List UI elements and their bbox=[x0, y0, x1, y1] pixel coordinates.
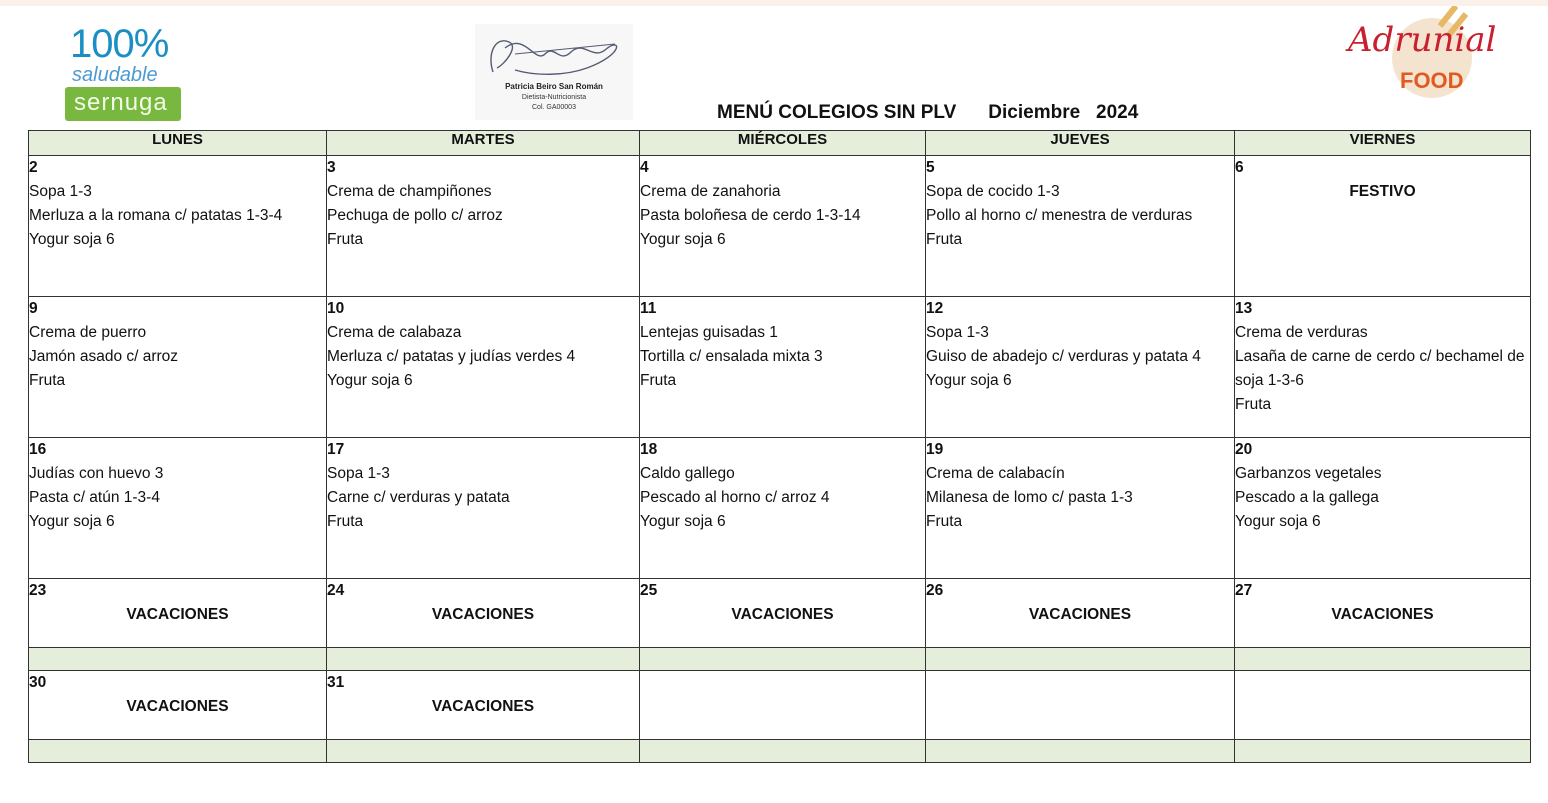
day-cell bbox=[1235, 579, 1531, 648]
day-cell bbox=[926, 438, 1235, 579]
day-cell bbox=[327, 671, 640, 740]
menu-dish: Yogur soja 6 bbox=[327, 372, 413, 389]
spacer-cell bbox=[327, 740, 640, 763]
menu-dish: Sopa 1-3 bbox=[327, 465, 390, 482]
week-row bbox=[29, 156, 1531, 297]
menu-dish: Jamón asado c/ arroz bbox=[29, 348, 179, 365]
weekday-header-miercoles: MIÉRCOLES bbox=[640, 131, 926, 156]
menu-dish: Pescado al horno c/ arroz 4 bbox=[640, 489, 830, 506]
logo-saludable-text: saludable bbox=[72, 64, 158, 86]
holiday-label: FESTIVO bbox=[1349, 183, 1416, 200]
day-cell bbox=[29, 156, 327, 297]
day-cell bbox=[1235, 156, 1531, 297]
signature-scribble-icon bbox=[475, 24, 633, 84]
day-number: 4 bbox=[640, 159, 649, 176]
day-cell bbox=[327, 156, 640, 297]
day-number: 3 bbox=[327, 159, 336, 176]
menu-dish: Fruta bbox=[1235, 396, 1272, 413]
menu-dish: Crema de champiñones bbox=[327, 183, 492, 200]
spacer-cell bbox=[1235, 648, 1531, 671]
week-row bbox=[29, 438, 1531, 579]
day-number: 9 bbox=[29, 300, 38, 317]
day-number: 31 bbox=[327, 674, 345, 691]
day-number: 10 bbox=[327, 300, 345, 317]
weekday-header-viernes: VIERNES bbox=[1235, 131, 1531, 156]
menu-dish: Sopa 1-3 bbox=[926, 324, 989, 341]
day-cell bbox=[327, 438, 640, 579]
day-cell bbox=[1235, 671, 1531, 740]
day-number: 19 bbox=[926, 441, 944, 458]
week-row bbox=[29, 297, 1531, 438]
menu-dish: Crema de puerro bbox=[29, 324, 147, 341]
day-cell bbox=[29, 671, 327, 740]
day-cell bbox=[640, 438, 926, 579]
sernuga-logo bbox=[62, 22, 182, 122]
vacation-label: VACACIONES bbox=[126, 606, 229, 623]
title-month: Diciembre bbox=[988, 102, 1081, 123]
menu-dish: Fruta bbox=[926, 231, 963, 248]
weekday-header-martes: MARTES bbox=[327, 131, 640, 156]
logo-food-text: FOOD bbox=[1400, 68, 1464, 93]
day-cell bbox=[29, 579, 327, 648]
day-number: 23 bbox=[29, 582, 47, 599]
menu-dish: Pescado a la gallega bbox=[1235, 489, 1379, 506]
menu-dish: Milanesa de lomo c/ pasta 1-3 bbox=[926, 489, 1133, 506]
day-cell bbox=[640, 671, 926, 740]
spacer-cell bbox=[926, 648, 1235, 671]
day-cell bbox=[29, 297, 327, 438]
day-number: 2 bbox=[29, 159, 38, 176]
day-cell bbox=[640, 579, 926, 648]
logo-percent-text: 100% bbox=[70, 22, 169, 66]
vacation-label: VACACIONES bbox=[431, 698, 535, 715]
menu-dish: Merluza a la romana c/ patatas 1-3-4 bbox=[29, 207, 283, 224]
menu-dish: Fruta bbox=[327, 231, 364, 248]
menu-dish: Garbanzos vegetales bbox=[1235, 465, 1382, 482]
signature-role: Dietista-Nutricionista bbox=[521, 94, 587, 101]
menu-dish: Pechuga de pollo c/ arroz bbox=[327, 207, 503, 224]
spacer-cell bbox=[640, 648, 926, 671]
day-number: 17 bbox=[327, 441, 345, 458]
menu-dish: Lentejas guisadas 1 bbox=[640, 324, 778, 341]
day-number: 30 bbox=[29, 674, 47, 691]
weekday-header-jueves: JUEVES bbox=[926, 131, 1235, 156]
vacation-label: VACACIONES bbox=[1331, 606, 1434, 623]
menu-dish: Merluza c/ patatas y judías verdes 4 bbox=[327, 348, 576, 365]
week-row bbox=[29, 671, 1531, 740]
nutritionist-signature bbox=[475, 24, 633, 120]
menu-dish: Crema de verduras bbox=[1235, 324, 1368, 341]
day-cell bbox=[29, 438, 327, 579]
menu-dish: Pollo al horno c/ menestra de verduras bbox=[926, 207, 1193, 224]
day-number: 27 bbox=[1235, 582, 1253, 599]
day-cell bbox=[926, 297, 1235, 438]
menu-dish: Caldo gallego bbox=[640, 465, 735, 482]
menu-dish: Sopa de cocido 1-3 bbox=[926, 183, 1060, 200]
day-number: 20 bbox=[1235, 441, 1253, 458]
menu-dish: Crema de calabaza bbox=[327, 324, 462, 341]
menu-calendar-table bbox=[28, 130, 1531, 763]
vacation-label: VACACIONES bbox=[431, 606, 535, 623]
day-number: 13 bbox=[1235, 300, 1253, 317]
menu-dish: Sopa 1-3 bbox=[29, 183, 92, 200]
day-number: 18 bbox=[640, 441, 658, 458]
menu-dish: Yogur soja 6 bbox=[640, 231, 726, 248]
day-cell bbox=[1235, 438, 1531, 579]
week-row bbox=[29, 579, 1531, 648]
signature-name: Patricia Beiro San Román bbox=[505, 82, 603, 91]
menu-dish: Fruta bbox=[640, 372, 677, 389]
menu-dish: Fruta bbox=[29, 372, 66, 389]
spacer-cell bbox=[327, 648, 640, 671]
day-cell bbox=[640, 297, 926, 438]
spacer-cell bbox=[29, 740, 327, 763]
menu-dish: Carne c/ verduras y patata bbox=[327, 489, 510, 506]
logo-adrunial-text: Adrunial bbox=[1348, 20, 1497, 60]
menu-dish: Yogur soja 6 bbox=[29, 513, 115, 530]
menu-dish: Yogur soja 6 bbox=[926, 372, 1012, 389]
title-text: MENÚ COLEGIOS SIN PLV bbox=[717, 102, 957, 123]
top-strip bbox=[0, 0, 1548, 6]
day-cell bbox=[926, 579, 1235, 648]
menu-dish: Crema de calabacín bbox=[926, 465, 1065, 482]
menu-dish: Judías con huevo 3 bbox=[29, 465, 164, 482]
day-cell bbox=[327, 579, 640, 648]
menu-dish: Yogur soja 6 bbox=[1235, 513, 1321, 530]
spacer-cell bbox=[29, 648, 327, 671]
day-cell bbox=[926, 156, 1235, 297]
vacation-label: VACACIONES bbox=[731, 606, 834, 623]
day-cell bbox=[1235, 297, 1531, 438]
day-number: 16 bbox=[29, 441, 47, 458]
vacation-label: VACACIONES bbox=[126, 698, 229, 715]
menu-dish: Fruta bbox=[926, 513, 963, 530]
day-number: 25 bbox=[640, 582, 658, 599]
weekday-header-lunes: LUNES bbox=[29, 131, 327, 156]
day-number: 5 bbox=[926, 159, 935, 176]
menu-dish: Lasaña de carne de cerdo c/ bechamel de soja 1-3-6 bbox=[1235, 348, 1525, 389]
page-title bbox=[717, 102, 1138, 124]
day-cell bbox=[327, 297, 640, 438]
menu-dish: Guiso de abadejo c/ verduras y patata 4 bbox=[926, 348, 1201, 365]
menu-dish: Pasta c/ atún 1-3-4 bbox=[29, 489, 160, 506]
spacer-row bbox=[29, 648, 1531, 671]
menu-dish: Tortilla c/ ensalada mixta 3 bbox=[640, 348, 823, 365]
day-number: 12 bbox=[926, 300, 944, 317]
day-number: 24 bbox=[327, 582, 345, 599]
adrunial-food-logo bbox=[1340, 6, 1506, 102]
day-cell bbox=[926, 671, 1235, 740]
day-number: 6 bbox=[1235, 159, 1244, 176]
menu-dish: Fruta bbox=[327, 513, 364, 530]
spacer-cell bbox=[926, 740, 1235, 763]
title-year: 2024 bbox=[1096, 102, 1139, 123]
spacer-cell bbox=[1235, 740, 1531, 763]
logo-sernuga-text: sernuga bbox=[74, 89, 168, 116]
menu-dish: Crema de zanahoria bbox=[640, 183, 781, 200]
day-cell bbox=[640, 156, 926, 297]
spacer-row bbox=[29, 740, 1531, 763]
day-number: 11 bbox=[640, 300, 657, 317]
signature-college-number: Col. GA00003 bbox=[532, 104, 576, 111]
day-number: 26 bbox=[926, 582, 944, 599]
menu-dish: Yogur soja 6 bbox=[640, 513, 726, 530]
spacer-cell bbox=[640, 740, 926, 763]
vacation-label: VACACIONES bbox=[1028, 606, 1132, 623]
menu-dish: Pasta boloñesa de cerdo 1-3-14 bbox=[640, 207, 861, 224]
weekday-header-row bbox=[29, 131, 1531, 156]
menu-dish: Yogur soja 6 bbox=[29, 231, 115, 248]
